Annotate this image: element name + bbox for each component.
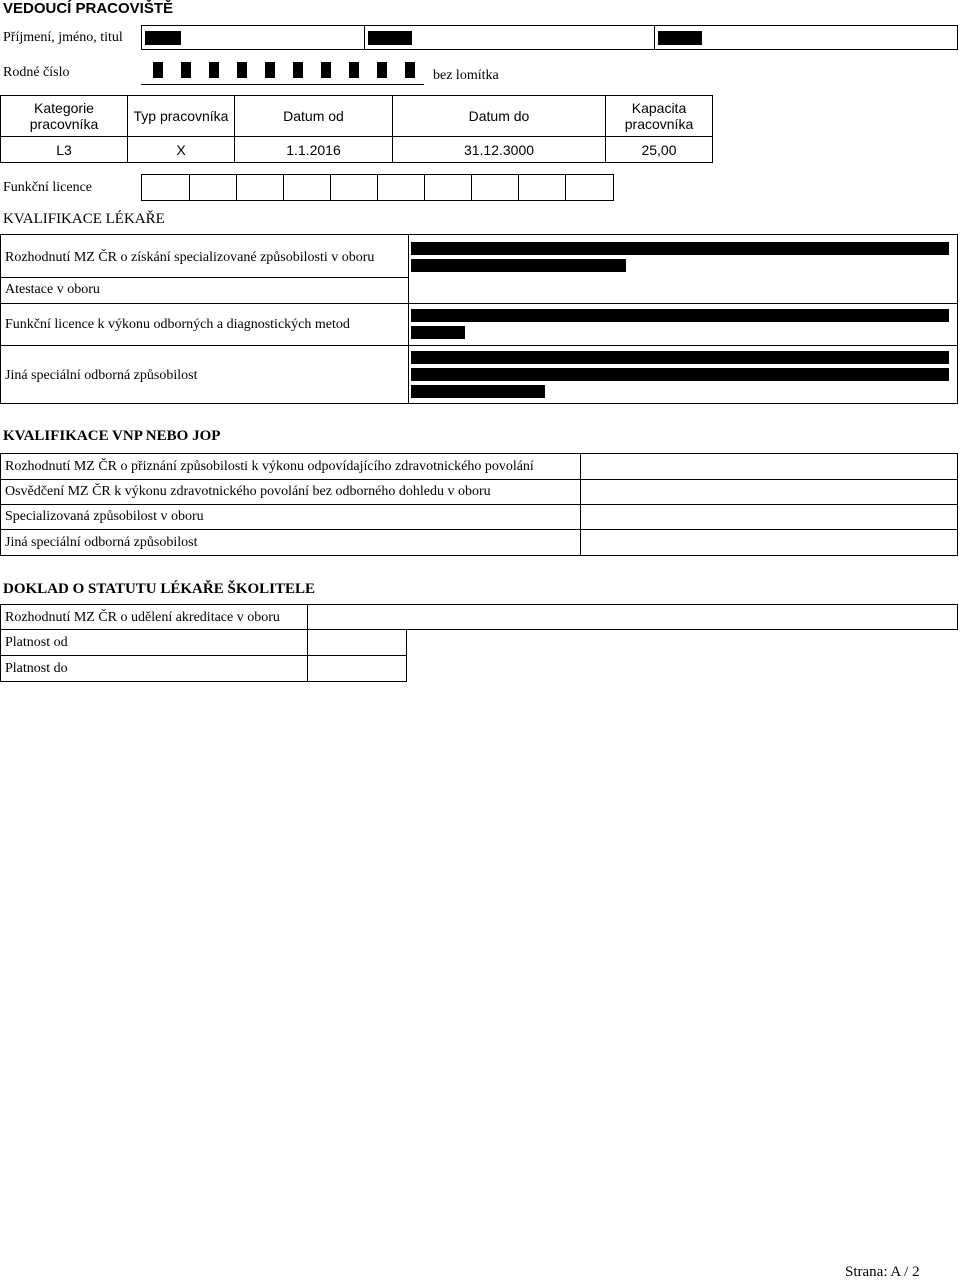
worker-table: [0, 95, 713, 163]
doctor-qual-row-license: Funkční licence k výkonu odborných a diagnostických metod: [5, 317, 350, 332]
cell-category: L3: [56, 141, 72, 158]
license-label: Funkční licence: [3, 180, 93, 195]
license-field[interactable]: [141, 174, 614, 201]
trainer-accreditation-row: [0, 604, 958, 630]
col-date-from: Datum od: [283, 108, 344, 124]
page-number: Strana: A / 2: [845, 1264, 920, 1280]
trainer-row-accreditation: Rozhodnutí MZ ČR o udělení akreditace v oboru: [5, 610, 280, 625]
cell-capacity: 25,00: [641, 141, 677, 158]
col-capacity: Kapacita pracovníka: [624, 100, 694, 132]
col-category: Kategorie pracovníka: [29, 100, 99, 132]
redacted-other-line3: [411, 385, 545, 398]
redacted-title: [658, 31, 702, 45]
redacted-license-line1: [411, 309, 949, 322]
birth-number-label: Rodné číslo: [3, 65, 70, 80]
vnp-row-certificate: Osvědčení MZ ČR k výkonu zdravotnického povolání bez odborného dohledu v oboru: [5, 484, 491, 499]
trainer-validity-table: [0, 629, 407, 682]
trainer-row-valid-to: Platnost do: [5, 661, 68, 676]
section-title-doctor-qualification: KVALIFIKACE LÉKAŘE: [3, 211, 165, 227]
doctor-qual-row-attestation: Atestace v oboru: [5, 282, 100, 297]
redacted-specialization-line2: [411, 259, 626, 272]
redacted-other-line2: [411, 368, 949, 381]
doctor-qual-row-other: Jiná speciální odborná způsobilost: [5, 368, 198, 383]
redacted-other-line1: [411, 351, 949, 364]
birth-number-field[interactable]: [141, 60, 426, 86]
name-field[interactable]: [141, 25, 958, 50]
vnp-row-specialized: Specializovaná způsobilost v oboru: [5, 509, 204, 524]
name-label: Příjmení, jméno, titul: [3, 30, 123, 45]
redacted-firstname: [368, 31, 412, 45]
section-title-trainer: DOKLAD O STATUTU LÉKAŘE ŠKOLITELE: [3, 581, 316, 597]
section-title-workplace: VEDOUCÍ PRACOVIŠTĚ: [3, 0, 174, 17]
col-type: Typ pracovníka: [133, 108, 229, 124]
redacted-license-line2: [411, 326, 465, 339]
doctor-qual-row-specialization: Rozhodnutí MZ ČR o získání specializované způsobilosti v oboru: [5, 250, 375, 265]
vnp-row-decision: Rozhodnutí MZ ČR o přiznání způsobilosti k výkonu odpovídajícího zdravotnického povolání: [5, 459, 534, 474]
redacted-surname: [145, 31, 181, 45]
vnp-row-other: Jiná speciální odborná způsobilost: [5, 535, 198, 550]
section-title-vnp: KVALIFIKACE VNP NEBO JOP: [3, 428, 221, 444]
cell-date-from: 1.1.2016: [286, 141, 341, 158]
vnp-table: [0, 453, 958, 556]
cell-date-to: 31.12.3000: [463, 141, 535, 158]
cell-type: X: [176, 141, 186, 158]
trainer-row-valid-from: Platnost od: [5, 635, 68, 650]
col-date-to: Datum do: [468, 108, 530, 124]
doctor-qualification-table: [0, 234, 958, 404]
redacted-specialization-line1: [411, 242, 949, 255]
birth-number-hint: bez lomítka: [433, 68, 499, 83]
